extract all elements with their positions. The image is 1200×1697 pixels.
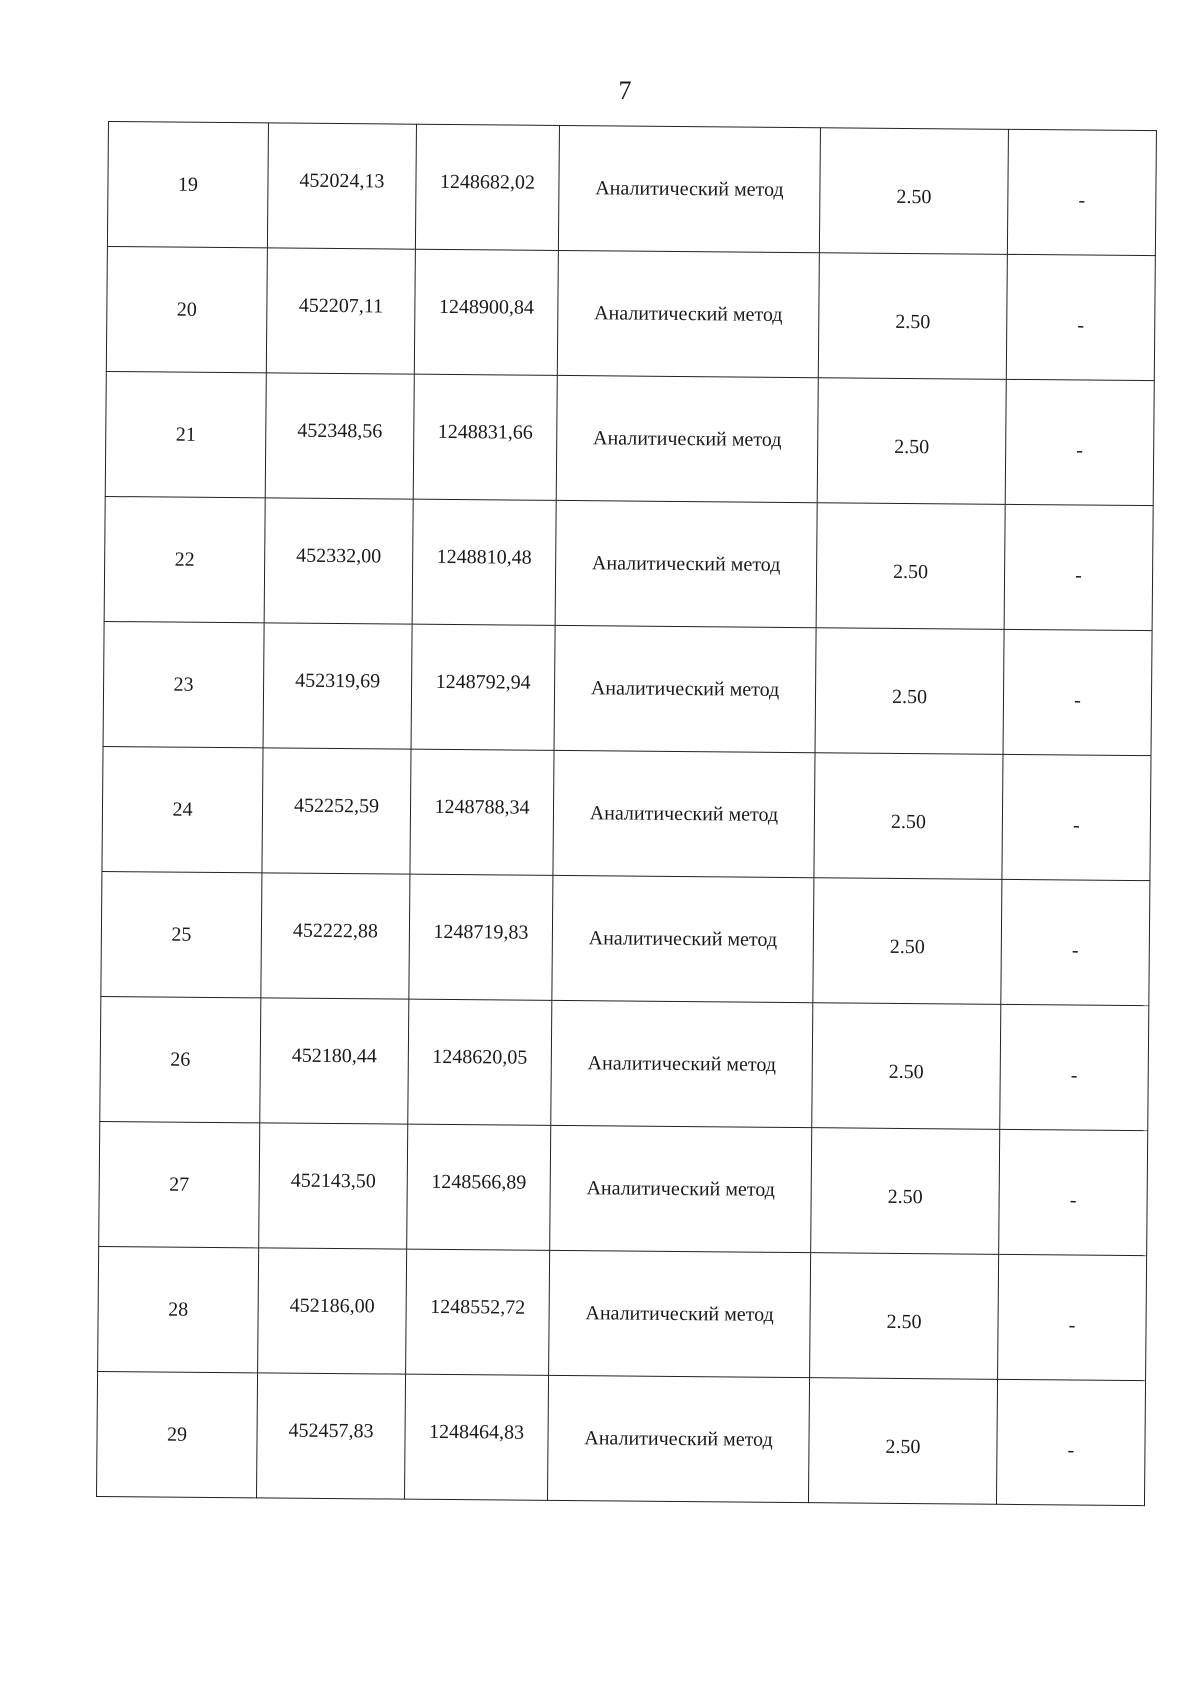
table-row [101,871,1150,1005]
accuracy-value: 2.50 [887,1185,923,1208]
note-cell [1004,504,1153,630]
accuracy-cell [812,1003,1001,1130]
point-number-cell: 29 [96,1371,257,1497]
accuracy-cell [811,1128,1000,1255]
y-coordinate-cell [410,749,554,875]
y-coordinate: 1248810,48 [436,545,532,569]
y-coordinate: 1248682,02 [439,170,536,194]
accuracy-cell [816,503,1005,630]
x-coordinate-cell [265,373,414,499]
note-cell [1002,754,1151,880]
x-coordinate-cell [266,248,415,374]
point-number-cell: 22 [104,496,265,622]
method-cell: Аналитический метод [557,250,819,377]
point-number-cell: 24 [102,746,263,872]
note-value: - [1071,938,1079,962]
y-coordinate: 1248900,84 [438,295,534,319]
x-coordinate-cell [262,748,411,874]
point-number-cell: 19 [107,122,268,248]
y-coordinate: 1248464,83 [428,1420,525,1444]
x-coordinate: 452143,50 [290,1169,376,1192]
y-coordinate-cell [415,124,559,250]
accuracy-cell [815,628,1004,755]
method-cell: Аналитический метод [549,1250,811,1377]
table-row [103,621,1152,755]
point-number-cell: 28 [98,1246,259,1372]
accuracy-value: 2.50 [891,685,928,708]
accuracy-value: 2.50 [894,435,930,458]
y-coordinate-cell [408,999,552,1125]
method-cell: Аналитический метод [553,750,815,877]
method-cell: Аналитический метод [550,1125,812,1252]
y-coordinate: 1248552,72 [430,1295,526,1319]
note-value: - [1074,688,1081,712]
method-cell: Аналитический метод [554,625,816,752]
table-row [99,1121,1148,1255]
table-row [96,1371,1145,1505]
accuracy-value: 2.50 [889,935,925,958]
x-coordinate: 452180,44 [291,1044,377,1067]
x-coordinate-cell [256,1373,405,1499]
y-coordinate-cell [409,874,553,1000]
note-value: - [1068,1313,1076,1336]
accuracy-value: 2.50 [885,1435,921,1458]
y-coordinate: 1248566,89 [431,1170,527,1194]
y-coordinate-cell [413,374,557,500]
note-value: - [1077,313,1085,337]
table-row [102,746,1151,880]
method-cell: Аналитический метод [558,125,820,252]
x-coordinate: 452457,83 [288,1419,374,1442]
accuracy-value: 2.50 [890,810,927,833]
table-row [100,996,1149,1130]
x-coordinate: 452186,00 [289,1294,375,1317]
x-coordinate: 452348,56 [297,419,383,442]
x-coordinate-cell [267,123,416,249]
note-cell [1005,379,1154,505]
point-number-cell: 27 [99,1121,260,1247]
y-coordinate: 1248788,34 [434,795,530,819]
note-value: - [1070,1063,1078,1086]
method-cell: Аналитический метод [556,375,818,502]
table-row [106,246,1155,380]
y-coordinate-cell [411,624,555,750]
point-number-cell: 20 [106,246,267,372]
note-cell [999,1129,1148,1255]
x-coordinate: 452222,88 [292,919,379,942]
x-coordinate-cell [259,1123,408,1249]
y-coordinate-cell [414,249,558,375]
point-number-cell: 23 [103,621,264,747]
x-coordinate: 452024,13 [299,169,385,192]
accuracy-value: 2.50 [886,1310,922,1333]
note-cell [1007,129,1156,255]
accuracy-cell [813,878,1002,1005]
note-cell [1000,1004,1149,1130]
note-value: - [1067,1438,1075,1461]
accuracy-cell [819,128,1008,255]
note-value: - [1075,563,1082,587]
accuracy-cell [810,1253,999,1380]
method-cell: Аналитический метод [551,1000,813,1127]
note-value: - [1072,813,1080,837]
note-cell [998,1254,1147,1380]
x-coordinate: 452332,00 [296,544,382,567]
x-coordinate: 452207,11 [298,294,384,317]
y-coordinate-cell [404,1374,548,1500]
note-value: - [1069,1188,1077,1211]
table-row [98,1246,1147,1380]
point-number-cell: 21 [105,371,266,497]
x-coordinate-cell [258,1248,407,1374]
accuracy-value: 2.50 [888,1060,924,1083]
method-cell: Аналитический метод [552,875,814,1002]
method-cell: Аналитический метод [547,1375,809,1502]
table-row [104,496,1153,630]
accuracy-cell [814,753,1003,880]
x-coordinate-cell [263,623,412,749]
method-cell: Аналитический метод [555,500,817,627]
table-row [107,122,1156,256]
x-coordinate: 452252,59 [293,794,380,817]
y-coordinate: 1248719,83 [433,920,529,944]
table-row [105,371,1154,505]
y-coordinate: 1248792,94 [435,670,531,694]
accuracy-cell [817,378,1006,505]
accuracy-value: 2.50 [893,560,929,583]
point-number-cell: 26 [100,996,261,1122]
y-coordinate-cell [412,499,556,625]
note-value: - [1076,438,1084,462]
note-cell [1001,879,1150,1005]
x-coordinate-cell [260,998,409,1124]
y-coordinate: 1248831,66 [437,420,533,444]
note-cell [1006,254,1155,380]
x-coordinate-cell [261,873,410,999]
note-value: - [1078,188,1086,212]
page-number: 7 [618,76,632,105]
accuracy-value: 2.50 [895,310,931,333]
note-cell [996,1379,1145,1505]
coordinates-table-wrapper [96,121,1156,1506]
y-coordinate: 1248620,05 [432,1045,528,1069]
y-coordinate-cell [406,1249,550,1375]
accuracy-value: 2.50 [896,185,932,208]
accuracy-cell [808,1378,997,1505]
note-cell [1003,629,1152,755]
point-number-cell: 25 [101,871,262,997]
coordinates-table [96,121,1157,1506]
x-coordinate: 452319,69 [295,669,381,692]
accuracy-cell [818,253,1007,380]
y-coordinate-cell [407,1124,551,1250]
x-coordinate-cell [264,498,413,624]
